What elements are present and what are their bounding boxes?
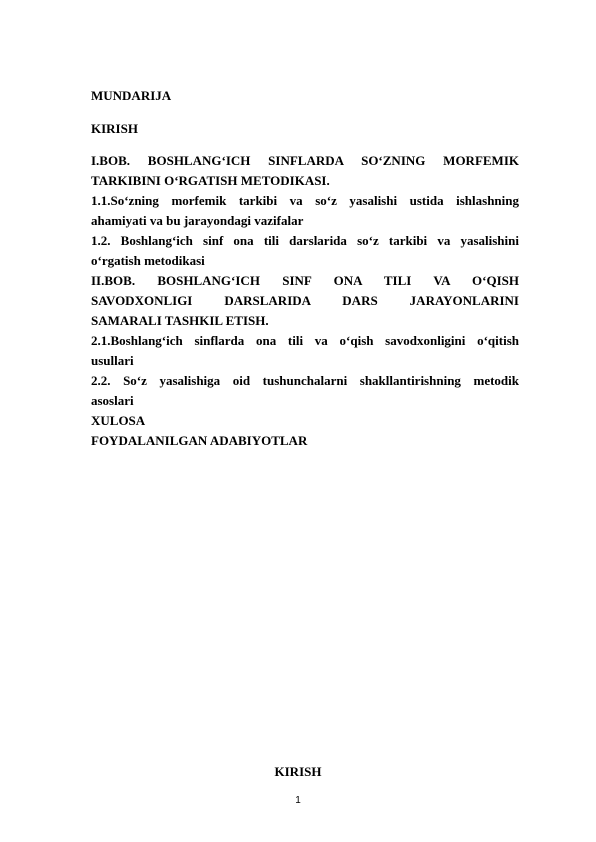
toc-entry-chapter1-line1: I.BOB. BOSHLANG‘ICH SINFLARDA SO‘ZNING MORFEMIK <box>91 153 519 168</box>
toc-entry-1-2-line1: 1.2. Boshlang‘ich sinf ona tili darslarida so‘z tarkibi va yasalishini <box>91 233 519 248</box>
toc-entry-kirish <box>91 119 519 139</box>
toc-entry-chapter2-line3: SAMARALI TASHKIL ETISH. <box>91 313 269 328</box>
page-number: 1 <box>295 795 301 806</box>
toc-entry-chapter2-line1: II.BOB. BOSHLANG‘ICH SINF ONA TILI VA O‘QISH <box>91 273 519 288</box>
toc-entry-2-1-line1: 2.1.Boshlang‘ich sinflarda ona tili va o‘qish savodxonligini o‘qitish <box>91 333 519 348</box>
toc-title-text: MUNDARIJA <box>91 88 172 103</box>
toc-entry-text: KIRISH <box>91 121 138 136</box>
toc-entry-adabiyotlar: FOYDALANILGAN ADABIYOTLAR <box>91 433 308 448</box>
toc-entry-chapter1-line2: TARKIBINI O‘RGATISH METODIKASI. <box>91 173 330 188</box>
toc-entries <box>91 151 519 451</box>
toc-entry-chapter2-line2: SAVODXONLIGI DARSLARIDA DARS JARAYONLARINI <box>91 293 519 308</box>
toc-entry-2-2-line1: 2.2. So‘z yasalishiga oid tushunchalarni shakllantirishning metodik <box>91 373 519 388</box>
next-section-heading: KIRISH <box>274 764 322 779</box>
toc-entry-2-1-line2: usullari <box>91 353 134 368</box>
toc-title <box>91 86 519 106</box>
toc-entry-1-1-line1: 1.1.So‘zning morfemik tarkibi va so‘z yasalishi ustida ishlashning <box>91 193 519 208</box>
toc-entry-xulosa: XULOSA <box>91 413 146 428</box>
toc-entry-2-2-line2: asoslari <box>91 393 134 408</box>
toc-entry-1-1-line2: ahamiyati va bu jarayondagi vazifalar <box>91 213 304 228</box>
toc-entry-1-2-line2: o‘rgatish metodikasi <box>91 253 205 268</box>
